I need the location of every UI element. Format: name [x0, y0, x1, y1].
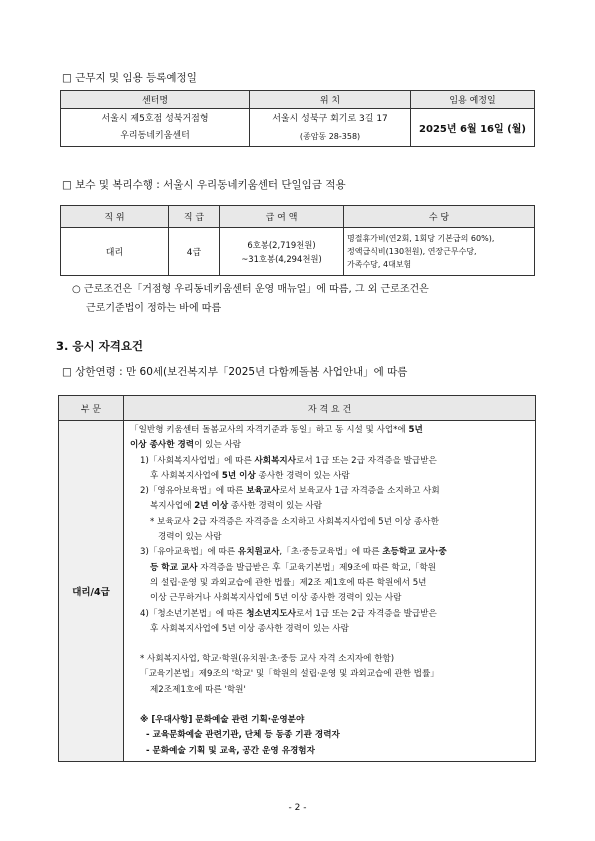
req-intro-line1: 「일반형 키움센터 돌봄교사의 자격기준과 동일」하고 동 시설 및 사업*에 5년: [130, 425, 423, 435]
center-name-line1: 서울시 제5호점 성북거점형: [101, 113, 209, 124]
note-line2: 근로기준법이 정하는 바에 따름: [86, 303, 222, 314]
header-allowance: 수 당: [344, 206, 535, 228]
req-item2-note2: 경력이 있는 사람: [158, 532, 222, 543]
req-item2-note1: * 보육교사 2급 자격증은 자격증을 소지하고 사회복지사업에 5년 이상 종사한: [150, 516, 439, 527]
salary-table: [60, 205, 535, 276]
section1-title: □ 근무지 및 임용 등록예정일: [62, 72, 197, 84]
category-cell: 대리/4급: [59, 421, 124, 762]
req-item2-line2: 복지사업에 2년 이상 종사한 경력이 있는 사람: [150, 501, 323, 512]
section3-heading: 3. 응시 자격요건: [56, 339, 144, 353]
req-item4-line1: 4)「청소년기본법」에 따른 청소년지도사로서 1급 또는 2급 자격증을 발급받은: [140, 608, 437, 619]
header-date: 임용 예정일: [411, 91, 535, 109]
req-item2-line1: 2)「영유아보육법」에 따른 보육교사로서 보육교사 1급 자격증을 소지하고 사회: [140, 486, 440, 497]
req-item1-line2: 후 사회복지사업에 5년 이상 종사한 경력이 있는 사람: [150, 470, 350, 481]
requirements-cell: [124, 421, 536, 762]
position-cell: 대리: [61, 228, 169, 276]
header-grade: 직 급: [169, 206, 220, 228]
salary-line2: ~31호봉(4,294천원): [241, 253, 322, 264]
center-name-line2: 우리동네키움센터: [120, 130, 190, 141]
location-cell: [250, 109, 411, 147]
preference-item1: - 교육문화예술 관련기관, 단체 등 동종 기관 경력자: [146, 730, 340, 741]
allowance-line3: 가족수당, 4대보험: [347, 260, 412, 269]
age-limit-line: □ 상한연령 : 만 60세(보건복지부「2025년 다함께돌봄 사업안내」에 따름: [62, 366, 408, 378]
req-item3-line2: 등 학교 교사 자격증을 발급받은 후「교육기본법」제9조에 따른 학교,「학원: [150, 562, 437, 573]
note-line1: ○ 근로조건은「거점형 우리동네키움센터 운영 매뉴얼」에 따름, 그 외 근로조건은: [72, 284, 429, 295]
working-conditions-note: [72, 280, 429, 318]
page-number: - 2 -: [288, 803, 307, 813]
req-footnote-line3: 제2조제1호에 따른 '학원': [150, 684, 246, 695]
center-name-cell: [61, 109, 250, 147]
location-line2: (종암동 28-358): [299, 131, 361, 141]
preference-item2: - 문화예술 기획 및 교육, 공간 운영 유경험자: [146, 745, 315, 756]
req-intro-line2: 이상 종사한 경력이 있는 사람: [130, 440, 242, 451]
req-item3-line3: 의 설립·운영 및 과외교습에 관한 법률」제2조 제1호에 따른 학원에서 5년: [150, 577, 427, 588]
allowance-line1: 명절휴가비(연2회, 1회당 기본급의 60%),: [347, 234, 495, 243]
header-position: 직 위: [61, 206, 169, 228]
salary-cell: [220, 228, 344, 276]
req-footnote-line2: 「교육기본법」제9조의 '학교' 및「학원의 설립·운영 및 과외교습에 관한 법률」: [140, 669, 439, 680]
workplace-table: [60, 90, 535, 147]
req-item3-line4: 이상 근무하거나 사회복지사업에 5년 이상 종사한 경력이 있는 사람: [150, 593, 402, 604]
req-item4-line2: 후 사회복지사업에 5년 이상 종사한 경력이 있는 사람: [150, 623, 349, 634]
grade-cell: 4급: [169, 228, 220, 276]
header-salary: 급 여 액: [220, 206, 344, 228]
preference-heading: ※ [우대사항] 문화예술 관련 기획·운영분야: [140, 715, 305, 726]
req-item3-line1: 3)「유아교육법」에 따른 유치원교사,「초·중등교육법」에 따른 초등학교 교사·중: [140, 547, 447, 558]
section2-title: □ 보수 및 복리수행 : 서울시 우리동네키움센터 단일임금 적용: [62, 179, 346, 191]
header-category: 부 문: [59, 396, 124, 421]
header-location: 위 치: [250, 91, 411, 109]
header-center: 센터명: [61, 91, 250, 109]
header-requirements: 자 격 요 건: [124, 396, 536, 421]
salary-line1: 6호봉(2,719천원): [247, 239, 316, 250]
allowance-cell: [344, 228, 535, 276]
qualification-table: [58, 395, 536, 762]
req-item1-line1: 1)「사회복지사업법」에 따른 사회복지사로서 1급 또는 2급 자격증을 발급받은: [140, 455, 437, 466]
location-line1: 서울시 성북구 회기로 3길 17: [272, 113, 388, 124]
allowance-line2: 정액급식비(130천원), 연장근무수당,: [347, 247, 477, 256]
req-footnote-line1: * 사회복지사업, 학교·학원(유치원·초·중등 교사 자격 소지자에 한함): [140, 654, 395, 665]
start-date: 2025년 6월 16일 (월): [411, 109, 535, 147]
